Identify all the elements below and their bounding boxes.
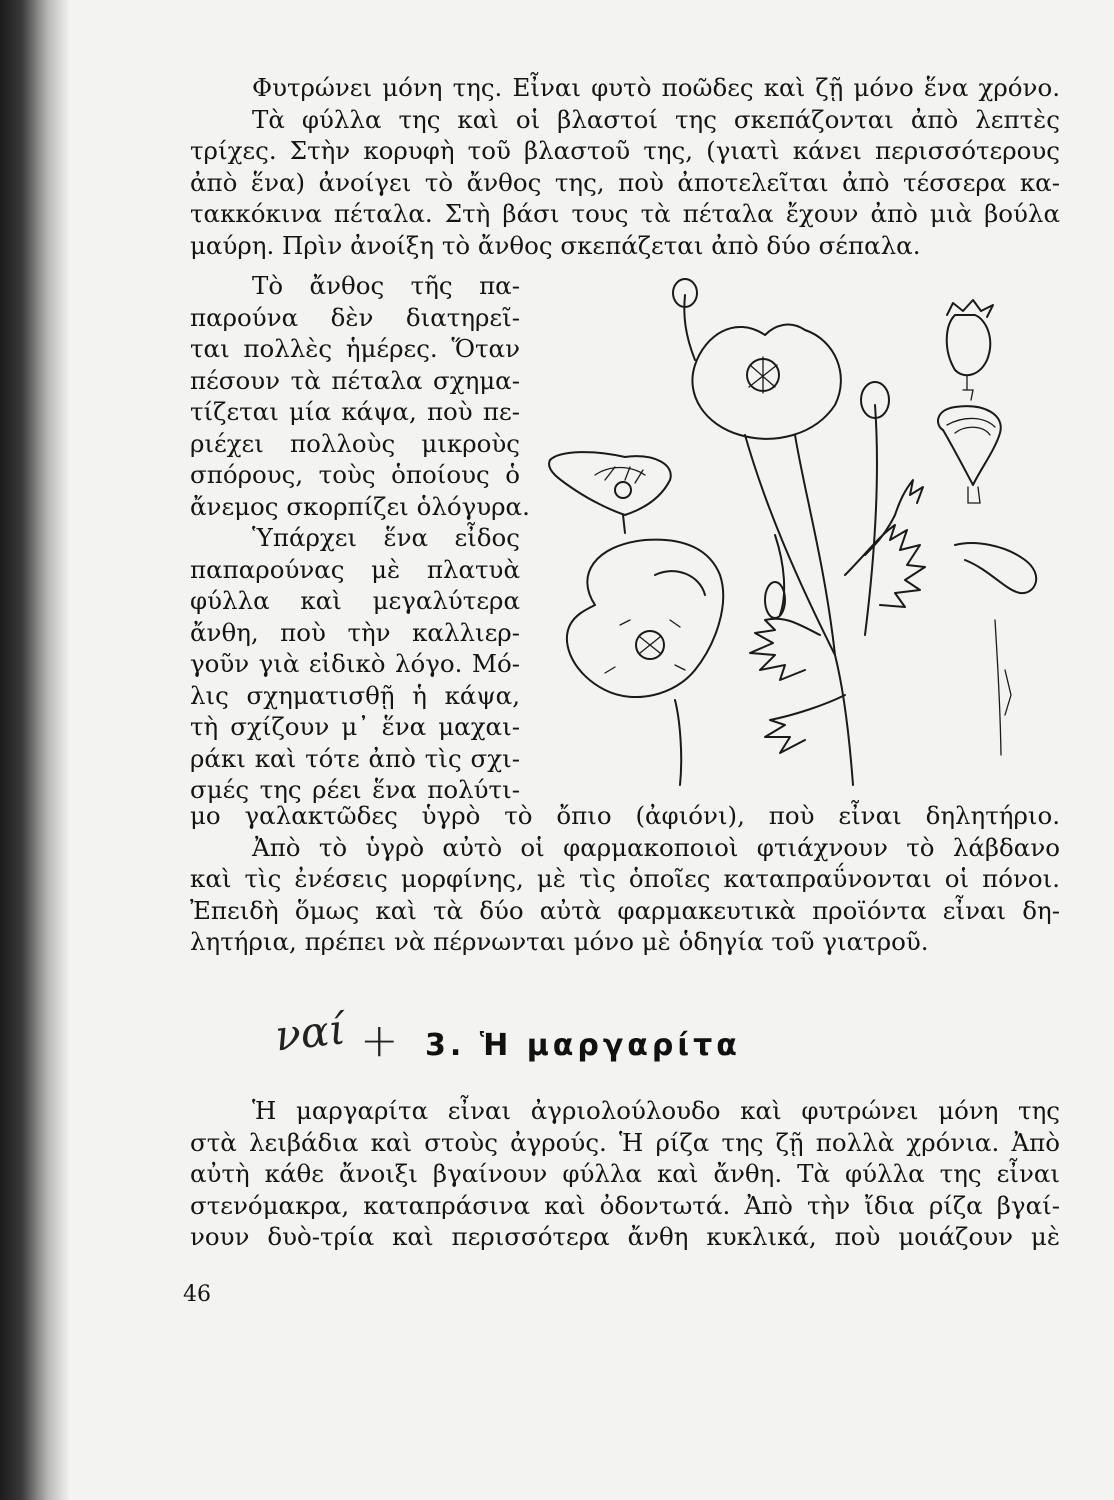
paragraph-continuation <box>190 800 1060 958</box>
section-heading <box>272 1004 875 1088</box>
text-line: παπαρούνας μὲ πλατυὰ <box>190 554 520 584</box>
page-number: 46 <box>183 1282 211 1307</box>
text-line: ριέχει πολλοὺς μικροὺς <box>190 428 520 458</box>
text-line: Τὰ φύλλα της καὶ οἱ βλαστοί της σκεπάζονται ἀπὸ λεπτὲς <box>252 104 1060 134</box>
text-line: ράκι καὶ τότε ἀπὸ τὶς σχι- <box>190 743 520 773</box>
text-line: Ἡ μαργαρίτα εἶναι ἀγριολούλουδο καὶ φυτρώνει μόνη της <box>252 1096 1060 1125</box>
text-line: τίζεται μία κάψα, ποὺ πε- <box>190 397 520 426</box>
text-line: τρίχες. Στὴν κορυφὴ τοῦ βλαστοῦ της, (γιατὶ κάνει περισσότερους <box>190 136 1060 165</box>
text-line: στὰ λειβάδια καὶ στοὺς ἀγρούς. Ἡ ρίζα της ζῇ πολλὰ χρόνια. Ἀπὸ <box>190 1127 1060 1157</box>
text-line: Φυτρώνει μόνη της. Εἶναι φυτὸ ποῶδες καὶ ζῇ μόνο ἕνα χρόνο. <box>252 73 1060 102</box>
handwritten-plus: + <box>360 1013 399 1067</box>
text-line: σμές της ρέει ἕνα πολύτι- <box>190 775 520 804</box>
text-line: μο γαλακτῶδες ὑγρὸ τὸ ὄπιο (ἀφιόνι), ποὺ εἶναι δηλητήριο. <box>190 801 1060 830</box>
text-line: παρούνα δὲν διατηρεῖ- <box>190 302 520 332</box>
poppy-illustration <box>535 275 1060 795</box>
text-line: λητήρια, πρέπει νὰ πέρνωνται μόνο μὲ ὁδηγία τοῦ γιατροῦ. <box>190 927 929 956</box>
text-line: μαύρη. Πρὶν ἀνοίξη τὸ ἄνθος σκεπάζεται ἀπὸ δύο σέπαλα. <box>190 230 921 260</box>
text-line: τακκόκινα πέταλα. Στὴ βάσι τους τὰ πέταλα ἔχουν ἀπὸ μιὰ βούλα <box>190 199 1060 228</box>
paragraph-daisy <box>190 1095 1060 1253</box>
paragraph-intro <box>190 72 1060 261</box>
binding-shadow <box>0 0 70 1500</box>
text-line: νουν δυὸ-τρία καὶ περισσότερα ἄνθη κυκλικά, ποὺ μοιάζουν μὲ <box>190 1222 1060 1251</box>
text-line: τὴ σχίζουν μ᾿ ἕνα μαχαι- <box>190 712 520 741</box>
text-line: Ἀπὸ τὸ ὑγρὸ αὐτὸ οἱ φαρμακοποιοὶ φτιάχνουν τὸ λάβδανο <box>252 832 1060 862</box>
text-line: πέσουν τὰ πέταλα σχημα- <box>190 365 520 395</box>
text-line: Τὸ ἄνθος τῆς πα- <box>252 271 520 300</box>
text-line: Ἐπειδὴ ὅμως καὶ τὰ δύο αὐτὰ φαρμακευτικὰ προϊόντα εἶναι δη- <box>190 895 1060 925</box>
text-line: στενόμακρα, καταπράσινα καὶ ὀδοντωτά. Ἀπὸ τὴν ἴδια ρίζα βγαί- <box>190 1190 1060 1220</box>
text-line: γοῦν γιὰ εἰδικὸ λόγο. Μό- <box>190 649 520 678</box>
text-line: αὐτὴ κάθε ἄνοιξι βγαίνουν φύλλα καὶ ἄνθη. Τὰ φύλλα της εἶναι <box>190 1159 1060 1188</box>
text-line: φύλλα καὶ μεγαλύτερα <box>190 586 520 615</box>
section-title: 3. Ἡ μαργαρίτα <box>425 1028 741 1063</box>
text-line: ἄνεμος σκορπίζει ὁλόγυρα. <box>190 491 530 521</box>
text-line: καὶ τὶς ἐνέσεις μορφίνης, μὲ τὶς ὁποῖες καταπραΰνονται οἱ πόνοι. <box>190 864 1060 893</box>
text-line: σπόρους, τοὺς ὁποίους ὁ <box>190 460 520 489</box>
handwritten-note: ναί <box>272 1004 348 1061</box>
text-line: ἄνθη, ποὺ τὴν καλλιερ- <box>190 617 520 647</box>
paragraph-side-column <box>190 270 530 806</box>
text-line: λις σχηματισθῇ ἡ κάψα, <box>190 680 520 710</box>
text-line: Ὑπάρχει ἕνα εἶδος <box>252 523 520 552</box>
poppy-illustration-icon <box>535 275 1060 795</box>
text-line: ἀπὸ ἕνα) ἀνοίγει τὸ ἄνθος της, ποὺ ἀποτελεῖται ἀπὸ τέσσερα κα- <box>190 167 1060 197</box>
text-line: ται πολλὲς ἡμέρες. Ὅταν <box>190 334 520 363</box>
